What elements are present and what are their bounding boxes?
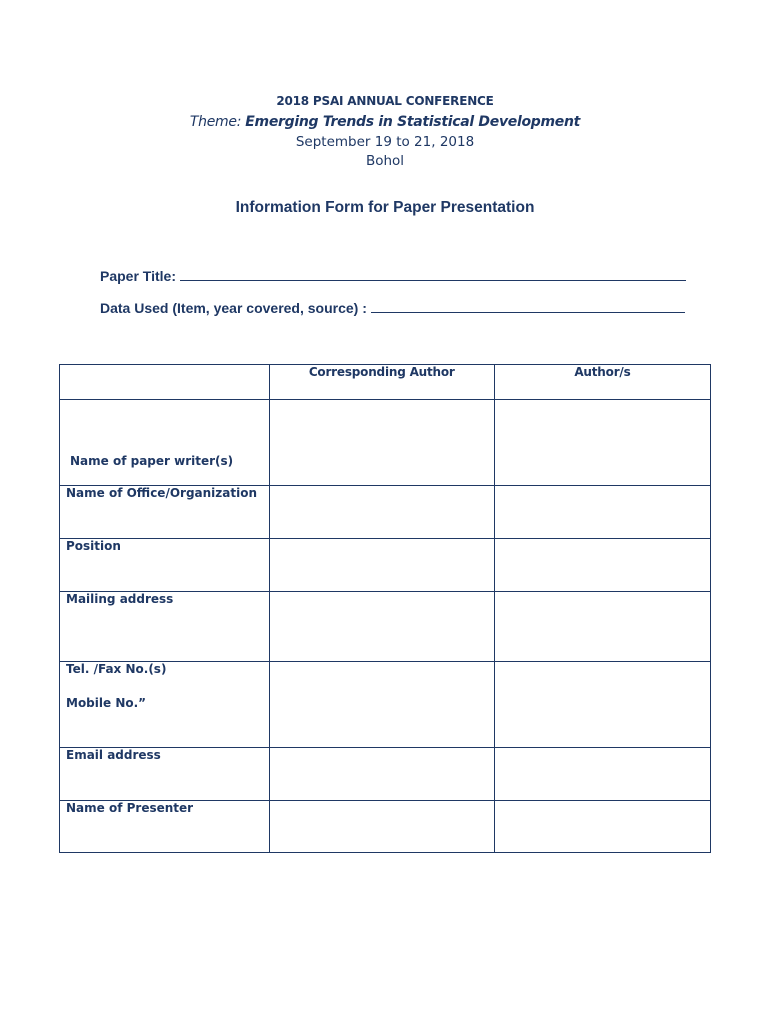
cell-tel-corresponding[interactable] <box>269 662 494 748</box>
theme-text: Emerging Trends in Statistical Development <box>245 114 581 130</box>
paper-title-label: Paper Title: <box>100 268 176 284</box>
position-label: Position <box>66 539 121 553</box>
cell-office-corresponding[interactable] <box>269 486 494 539</box>
cell-position-corresponding[interactable] <box>269 539 494 592</box>
cell-email-authors[interactable] <box>494 748 710 801</box>
row-label-email <box>60 748 270 801</box>
writers-label: Name of paper writer(s) <box>70 454 234 468</box>
cell-presenter-authors[interactable] <box>494 801 710 853</box>
row-label-tel <box>60 662 270 748</box>
cell-office-authors[interactable] <box>494 486 710 539</box>
table-row <box>60 592 711 662</box>
cell-presenter-corresponding[interactable] <box>269 801 494 853</box>
cell-mailing-authors[interactable] <box>494 592 710 662</box>
paper-title-input[interactable] <box>180 266 686 281</box>
theme-label: Theme: <box>189 114 242 130</box>
cell-writers-authors[interactable] <box>494 400 710 486</box>
cell-writers-corresponding[interactable] <box>269 400 494 486</box>
conference-title: 2018 PSAI ANNUAL CONFERENCE <box>276 94 494 108</box>
conference-dates: September 19 to 21, 2018 <box>295 134 475 150</box>
row-label-presenter <box>60 801 270 853</box>
form-title: Information Form for Paper Presentation <box>235 199 535 216</box>
table-row <box>60 400 711 486</box>
paper-title-field <box>100 266 686 284</box>
table-row <box>60 539 711 592</box>
conference-venue: Bohol <box>365 153 405 169</box>
header-corresponding-author: Corresponding Author <box>269 365 494 400</box>
header-blank-cell <box>60 365 270 400</box>
cell-tel-authors[interactable] <box>494 662 710 748</box>
mailing-label: Mailing address <box>66 592 174 606</box>
table-row <box>60 801 711 853</box>
cell-email-corresponding[interactable] <box>269 748 494 801</box>
data-used-field <box>100 298 685 316</box>
email-label: Email address <box>66 748 161 762</box>
table-row <box>60 486 711 539</box>
table-header-row <box>60 365 711 400</box>
data-used-input[interactable] <box>371 298 685 313</box>
data-used-label: Data Used (Item, year covered, source) : <box>100 300 367 316</box>
cell-mailing-corresponding[interactable] <box>269 592 494 662</box>
mobile-label: Mobile No.” <box>66 696 147 710</box>
header-authors: Author/s <box>494 365 710 400</box>
row-label-position <box>60 539 270 592</box>
row-label-writers <box>60 400 270 486</box>
office-label: Name of Office/Organization <box>66 486 258 500</box>
theme-line <box>0 114 770 130</box>
presenter-label: Name of Presenter <box>66 801 194 815</box>
table-row <box>60 748 711 801</box>
row-label-office <box>60 486 270 539</box>
author-info-table <box>59 364 711 853</box>
cell-position-authors[interactable] <box>494 539 710 592</box>
table-row <box>60 662 711 748</box>
row-label-mailing <box>60 592 270 662</box>
tel-label: Tel. /Fax No.(s) <box>66 662 167 676</box>
